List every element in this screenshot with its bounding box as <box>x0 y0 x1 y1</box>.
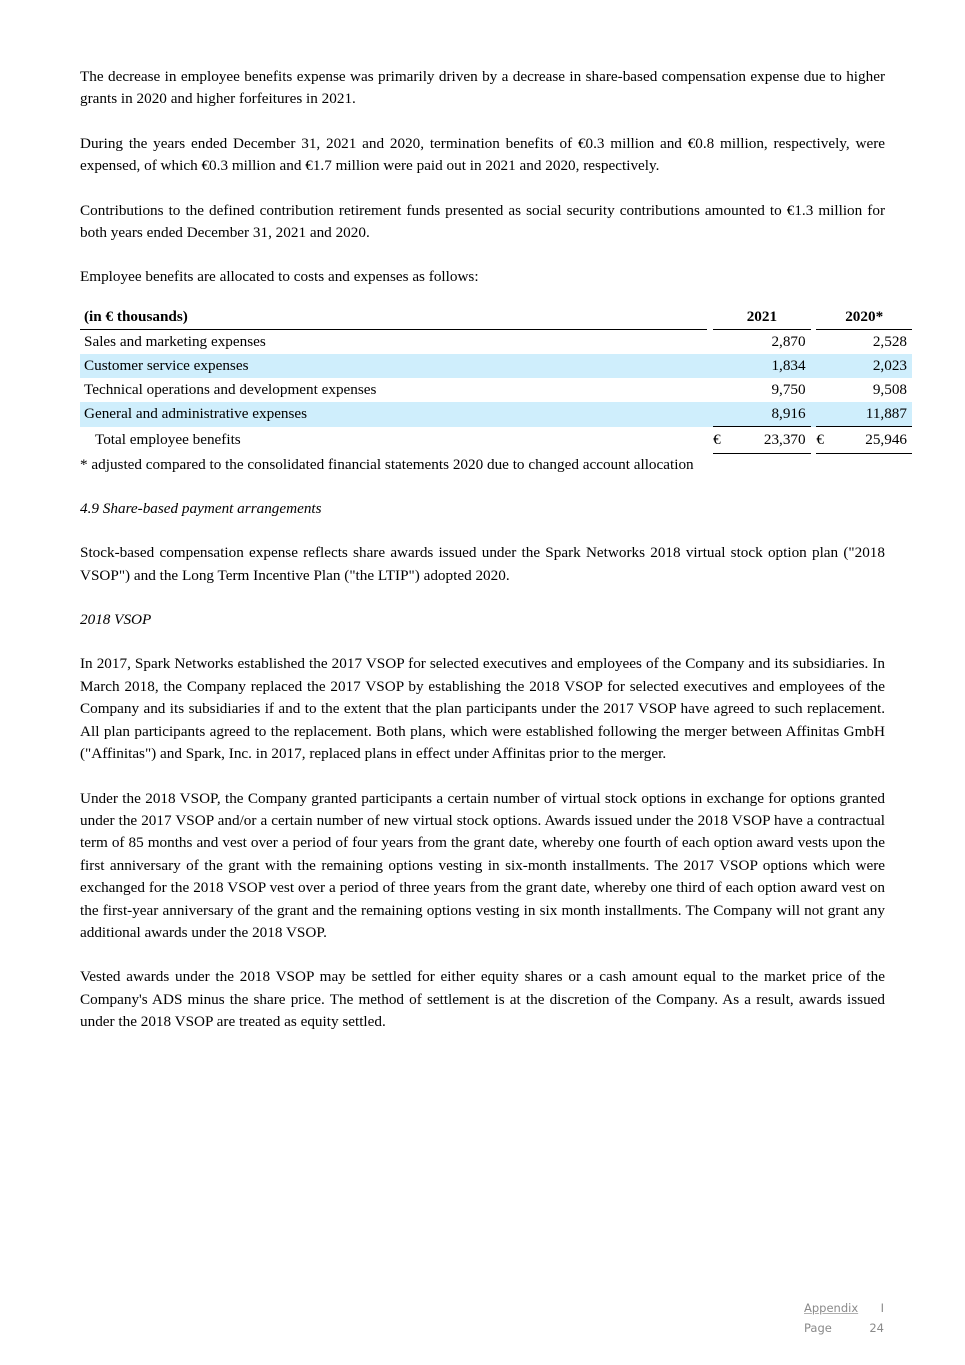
paragraph-vsop-settlement: Vested awards under the 2018 VSOP may be settled for either equity shares or a cash amount equal to the market price of the Company's ADS minus the share price. The method of settlement is at the discretion of the Company. As a result, awards issued under the 2018 VSOP are treated as equity settled. <box>80 968 885 1031</box>
row-label: Customer service expenses <box>80 354 707 378</box>
row-value-2020: 9,508 <box>872 380 907 398</box>
paragraph-allocation-intro: Employee benefits are allocated to costs and expenses as follows: <box>80 268 479 286</box>
table-footnote: * adjusted compared to the consolidated financial statements 2020 due to changed account allocation <box>80 455 694 473</box>
page-footer <box>804 1298 884 1338</box>
row-value-2021: 8,916 <box>725 402 811 427</box>
paragraph-vsop-terms: Under the 2018 VSOP, the Company granted participants a certain number of virtual stock options in exchange for options granted under the 2017 VSOP and/or a certain number of new virtual stock options. Awards issued under the 2018 VSOP have a contractual term of 85 months and vest over a period of four years from the grant date, whereby one fourth of each option award vests upon the first anniversary of the grant with the remaining options vesting in six-month installments. The 2017 VSOP options which were exchanged for the 2018 VSOP vest over a period of three years from the grant date, whereby one third of each option award vest on the first-year anniversary of the grant and the remaining options vesting in six month installments. The Company will not grant any additional awards under the 2018 VSOP. <box>80 789 885 941</box>
footer-page <box>804 1318 884 1338</box>
table-row <box>80 330 912 354</box>
total-currency-2020: € <box>816 427 828 454</box>
footer-appendix <box>804 1298 884 1318</box>
header-2021: 2021 <box>713 305 810 330</box>
row-value-2021: 2,870 <box>771 332 806 350</box>
table-row <box>80 378 912 402</box>
row-value-2021: 1,834 <box>725 354 811 378</box>
footer-page-number: 24 <box>869 1321 884 1335</box>
employee-benefits-table <box>80 305 912 454</box>
section-heading: 4.9 Share-based payment arrangements <box>80 499 322 517</box>
row-value-2020: 2,528 <box>872 332 907 350</box>
paragraph-employee-benefits-decrease: The decrease in employee benefits expense was primarily driven by a decrease in share-based compensation expense due to higher grants in 2020 and higher forfeitures in 2021. <box>80 68 885 108</box>
header-label: (in € thousands) <box>80 305 707 330</box>
subsection-heading: 2018 VSOP <box>80 611 152 629</box>
footer-page-label: Page <box>804 1321 832 1335</box>
document-page <box>80 66 907 1056</box>
table-header-row <box>80 305 912 330</box>
total-value-2021: 23,370 <box>725 427 811 454</box>
table-total-row <box>80 427 912 454</box>
footer-appendix-label: Appendix <box>804 1301 859 1315</box>
paragraph-retirement-contributions: Contributions to the defined contribution retirement funds presented as social security contributions amounted to €1.3 million for both years ended December 31, 2021 and 2020. <box>80 201 885 242</box>
footer-appendix-value: I <box>880 1301 884 1315</box>
row-label: Technical operations and development expenses <box>84 380 377 398</box>
total-label: Total employee benefits <box>95 431 241 449</box>
row-label: General and administrative expenses <box>80 402 707 427</box>
row-value-2021: 9,750 <box>771 380 806 398</box>
header-2020: 2020* <box>816 305 912 330</box>
paragraph-stock-based-compensation: Stock-based compensation expense reflects share awards issued under the Spark Networks 2018 virtual stock option plan ("2018 VSOP") and the Long Term Incentive Plan ("the LTIP") adopted 2020. <box>80 544 885 584</box>
paragraph-vsop-history: In 2017, Spark Networks established the 2017 VSOP for selected executives and employees of the Company and its subsidiaries. In March 2018, the Company replaced the 2017 VSOP by establishing the 2018 VSOP for selected executives and employees of the Company and its subsidiaries if and to the extent that the plan participants under the 2017 VSOP have agreed to such replacement. All plan participants agreed to the replacement. Both plans, which were established following the merger between Affinitas GmbH ("Affinitas") and Spark, Inc. in 2017, replaced plans in effect under Affinitas prior to the merger. <box>80 655 885 763</box>
total-currency-2021: € <box>713 427 725 454</box>
table-row <box>80 354 912 378</box>
table-row <box>80 402 912 427</box>
row-label: Sales and marketing expenses <box>84 332 266 350</box>
paragraph-termination-benefits: During the years ended December 31, 2021 and 2020, termination benefits of €0.3 million and €0.8 million, respectively, were expensed, of which €0.3 million and €1.7 million were paid out in 2021 and 2020, respectively. <box>80 134 885 175</box>
total-value-2020: 25,946 <box>828 427 912 454</box>
row-value-2020: 2,023 <box>828 354 912 378</box>
row-value-2020: 11,887 <box>828 402 912 427</box>
